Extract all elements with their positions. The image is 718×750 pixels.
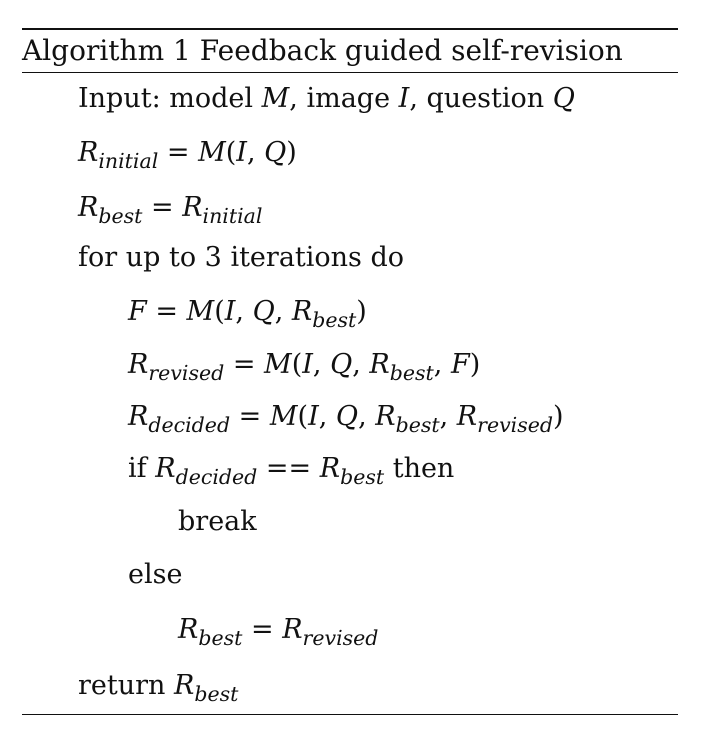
caption-rule (22, 72, 678, 73)
line-code: else (128, 559, 183, 590)
line-code: $R_{best} = R_{revised}$ (178, 614, 379, 651)
caption-title: Feedback guided self-revision (199, 34, 623, 67)
line-code: $R_{revised} = M(I$, Q, $R_{best}$, F) (128, 349, 481, 386)
line-code: Input: model M, image I, question Q (78, 83, 575, 114)
line-code: return $R_{best}$ (78, 670, 239, 707)
line-code: break (178, 506, 257, 537)
line-code: $R_{decided} = M(I$, Q, $R_{best}$, $R_{revised}$) (128, 401, 564, 438)
line-code: for up to 3 iterations do (78, 242, 405, 273)
top-rule (22, 28, 678, 30)
bottom-rule (22, 714, 678, 715)
line-code: if $R_{decided} == R_{best}$ then (128, 453, 455, 490)
line-code: F = M(I, Q, $R_{best}$) (128, 296, 367, 333)
algorithm-caption (22, 33, 623, 69)
line-code: $R_{best} = R_{initial}$ (78, 192, 263, 229)
line-code: $R_{initial} = M(I$, Q) (78, 137, 297, 174)
algorithm-block (22, 0, 678, 750)
caption-label: Algorithm 1 (22, 34, 191, 67)
